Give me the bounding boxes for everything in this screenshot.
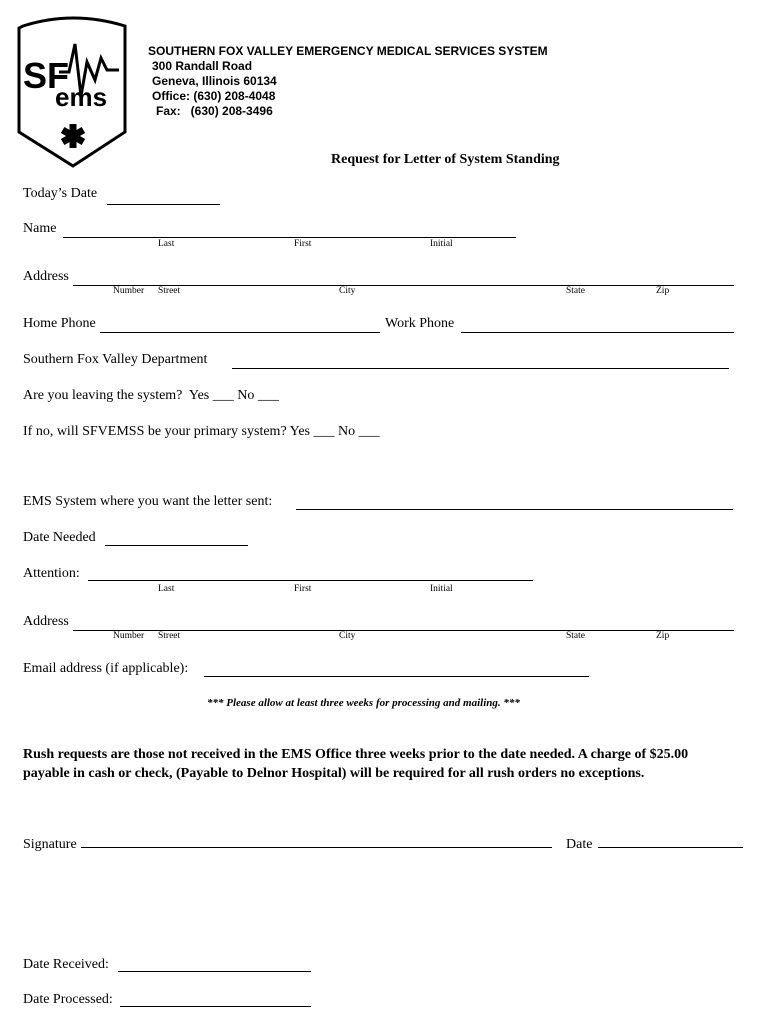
svg-text:ems: ems: [55, 82, 108, 112]
name-initial-caption: Initial: [430, 239, 453, 249]
attention-label: Attention:: [23, 566, 80, 581]
name-first-caption: First: [294, 239, 312, 249]
date-processed-field[interactable]: [120, 1006, 311, 1007]
attention-field[interactable]: [88, 580, 533, 581]
address-label: Address: [23, 269, 69, 284]
name-label: Name: [23, 221, 57, 236]
sfvems-logo: [15, 14, 131, 170]
mailing-number-caption: Number: [113, 631, 145, 641]
org-name: SOUTHERN FOX VALLEY EMERGENCY MEDICAL SERVICES SYSTEM: [148, 44, 548, 58]
org-fax: Fax: (630) 208-3496: [156, 104, 273, 118]
signature-date-field[interactable]: [598, 847, 743, 848]
address-city-caption: City: [339, 286, 356, 296]
attention-initial-caption: Initial: [430, 584, 453, 594]
date-received-field[interactable]: [118, 971, 311, 972]
rush-notice-line1: Rush requests are those not received in the EMS Office three weeks prior to the date needed. A charge of $25.00: [23, 747, 689, 762]
date-processed-label: Date Processed:: [23, 992, 113, 1007]
signature-label: Signature: [23, 837, 77, 852]
work-phone-field[interactable]: [461, 332, 734, 333]
mailing-address-label: Address: [23, 614, 69, 629]
org-address: 300 Randall Road: [152, 59, 253, 73]
org-office-phone: Office: (630) 208-4048: [152, 89, 276, 103]
org-city-state-zip: Geneva, Illinois 60134: [152, 74, 277, 88]
ems-system-field[interactable]: [296, 509, 733, 510]
mailing-zip-caption: Zip: [656, 631, 670, 641]
address-number-caption: Number: [113, 286, 145, 296]
home-phone-label: Home Phone: [23, 316, 96, 331]
work-phone-label: Work Phone: [385, 316, 455, 331]
svg-text:SF: SF: [23, 55, 70, 96]
home-phone-field[interactable]: [100, 332, 380, 333]
department-label: Southern Fox Valley Department: [23, 352, 208, 367]
primary-system-question[interactable]: If no, will SFVEMSS be your primary system? Yes ___ No ___: [23, 424, 380, 439]
date-needed-field[interactable]: [105, 545, 248, 546]
name-field[interactable]: [63, 237, 516, 238]
email-label: Email address (if applicable):: [23, 661, 189, 676]
shield-logo-icon: [15, 14, 131, 170]
processing-note: *** Please allow at least three weeks for processing and mailing. ***: [207, 697, 520, 709]
date-received-label: Date Received:: [23, 957, 109, 972]
address-street-caption: Street: [158, 286, 181, 296]
attention-last-caption: Last: [158, 584, 175, 594]
todays-date-field[interactable]: [107, 204, 220, 205]
todays-date-label: Today’s Date: [23, 186, 98, 201]
email-field[interactable]: [204, 676, 589, 677]
mailing-state-caption: State: [566, 631, 585, 641]
address-zip-caption: Zip: [656, 286, 670, 296]
form-title: Request for Letter of System Standing: [331, 152, 560, 167]
mailing-street-caption: Street: [158, 631, 181, 641]
signature-date-label: Date: [566, 837, 593, 852]
department-field[interactable]: [232, 368, 729, 369]
mailing-city-caption: City: [339, 631, 356, 641]
address-state-caption: State: [566, 286, 585, 296]
signature-field[interactable]: [81, 847, 552, 848]
leaving-system-question[interactable]: Are you leaving the system? Yes ___ No ___: [23, 388, 279, 403]
ems-system-label: EMS System where you want the letter sent:: [23, 494, 273, 509]
name-last-caption: Last: [158, 239, 175, 249]
date-needed-label: Date Needed: [23, 530, 96, 545]
rush-notice-line2: payable in cash or check, (Payable to Delnor Hospital) will be required for all rush orders no exceptions.: [23, 766, 645, 781]
attention-first-caption: First: [294, 584, 312, 594]
